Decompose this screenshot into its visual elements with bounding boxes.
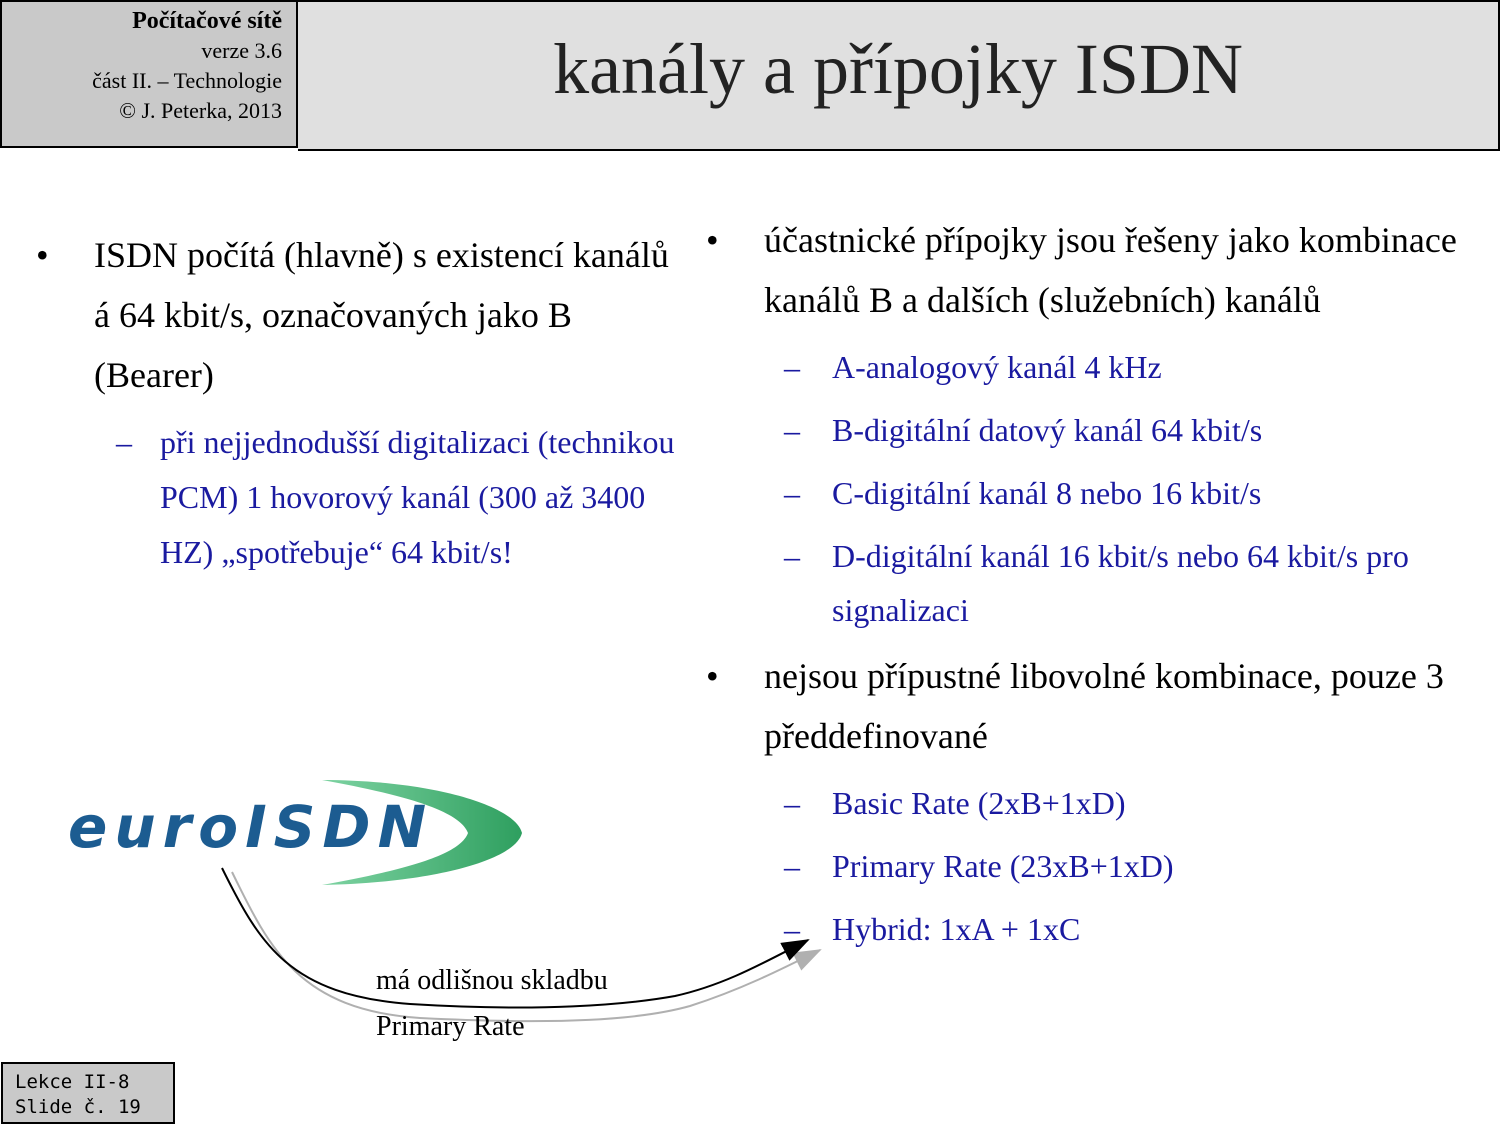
dash-marker: – [784, 412, 800, 448]
bullet-marker: • [36, 235, 49, 275]
channel-text: D-digitální kanál 16 kbit/s nebo 64 kbit/s pro signalizaci [832, 538, 1409, 628]
channel-text: A-analogový kanál 4 kHz [832, 349, 1162, 385]
bullet-marker: • [706, 656, 719, 696]
dash-marker: – [784, 848, 800, 884]
sub-text: při nejjednodušší digitalizaci (technikou PCM) 1 hovorový kanál (300 až 3400 HZ) „spotřebuje“ 64 kbit/s! [160, 424, 675, 570]
course-copyright: © J. Peterka, 2013 [119, 98, 282, 123]
note-line: má odlišnou skladbu [376, 965, 608, 996]
bullet-text: ISDN počítá (hlavně) s existencí kanálů á 64 kbit/s, označovaných jako B (Bearer) [94, 235, 669, 395]
course-name: Počítačové sítě [132, 8, 282, 34]
channel-text: B-digitální datový kanál 64 kbit/s [832, 412, 1263, 448]
bullet-text: nejsou přípustné libovolné kombinace, pouze 3 předdefinované [764, 656, 1444, 756]
lesson-slide-box [1, 1062, 175, 1124]
note-line: Primary Rate [376, 1011, 525, 1042]
slide-number: Slide č. 19 [15, 1096, 141, 1118]
dash-marker: – [116, 424, 132, 460]
dash-marker: – [784, 911, 800, 947]
lesson-label: Lekce II-8 [15, 1071, 130, 1093]
bullet-text: účastnické přípojky jsou řešeny jako kombinace kanálů B a dalších (služebních) kanálů [764, 220, 1457, 320]
rate-text: Primary Rate (23xB+1xD) [832, 848, 1174, 884]
channel-text: C-digitální kanál 8 nebo 16 kbit/s [832, 475, 1262, 511]
slide-title: kanály a přípojky ISDN [553, 29, 1243, 109]
dash-marker: – [784, 538, 800, 574]
rate-text: Hybrid: 1xA + 1xC [832, 911, 1081, 947]
course-version: verze 3.6 [201, 38, 282, 63]
logo-text: euroISDN [68, 793, 434, 861]
dash-marker: – [784, 785, 800, 821]
dash-marker: – [784, 475, 800, 511]
course-part: část II. – Technologie [92, 68, 282, 93]
arrow-note [376, 958, 608, 1050]
rate-text: Basic Rate (2xB+1xD) [832, 785, 1126, 821]
bullet-marker: • [706, 220, 719, 260]
dash-marker: – [784, 349, 800, 385]
